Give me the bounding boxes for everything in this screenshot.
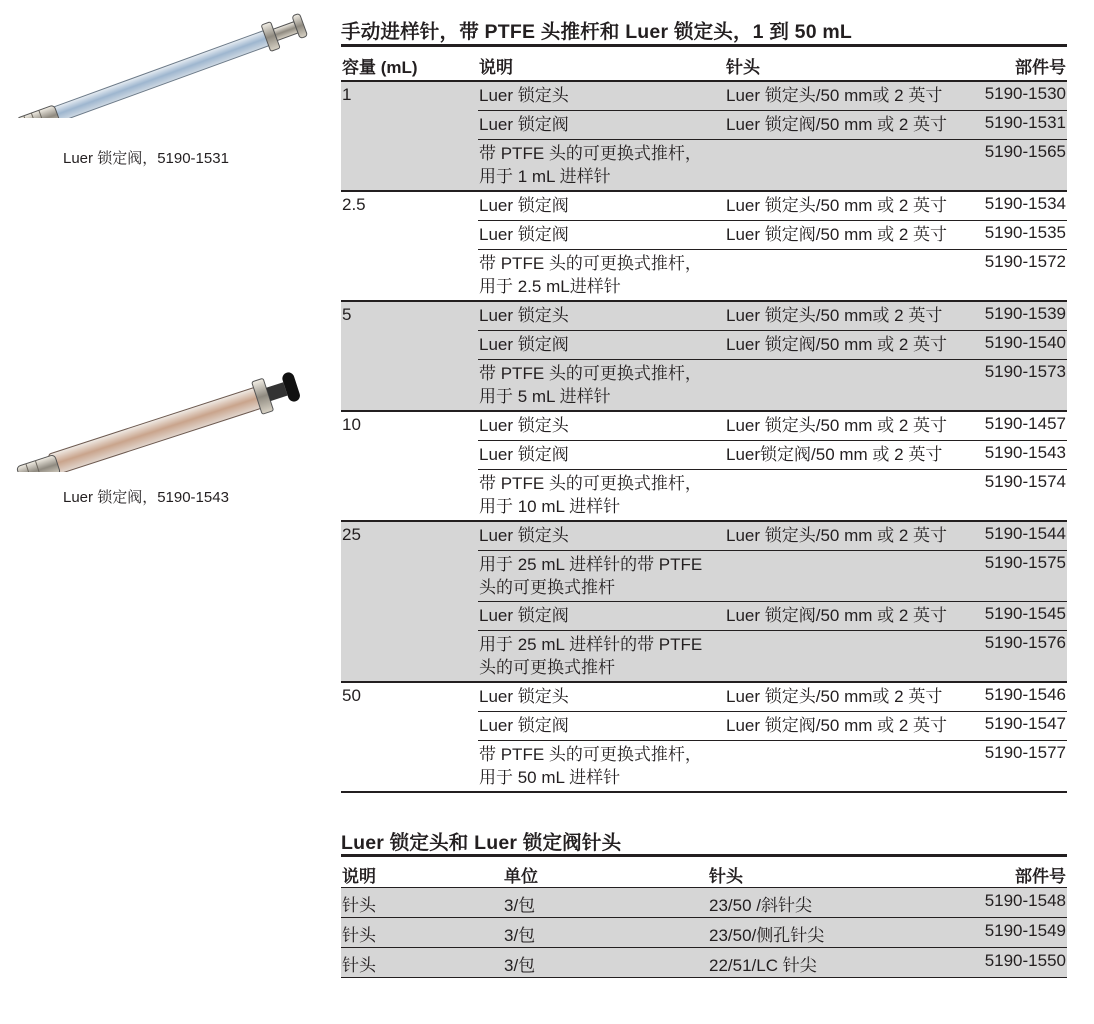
volume-group bbox=[341, 302, 1067, 412]
table-row bbox=[478, 630, 1067, 681]
part-cell: 5190-1548 bbox=[984, 891, 1066, 910]
needle-table bbox=[341, 854, 1067, 978]
table-row bbox=[478, 249, 1067, 300]
table-row bbox=[478, 711, 1067, 740]
needle-cell: Luer 锁定头/50 mm或 2 英寸 bbox=[726, 306, 943, 325]
desc-cell: Luer 锁定阀 bbox=[479, 335, 569, 354]
needle-cell: Luer 锁定头/50 mm或 2 英寸 bbox=[726, 86, 943, 105]
header-needle: 针头 bbox=[726, 58, 760, 77]
part-number-cell: 5190-1565 bbox=[984, 142, 1066, 161]
header-part: 部件号 bbox=[1015, 867, 1066, 886]
table-row bbox=[341, 948, 1067, 978]
header-part: 部件号 bbox=[1015, 58, 1066, 77]
desc-cell: Luer 锁定阀 bbox=[479, 716, 569, 735]
table2-header bbox=[341, 854, 1067, 888]
part-number-cell: 5190-1546 bbox=[984, 685, 1066, 704]
part-number-cell: 5190-1574 bbox=[984, 472, 1066, 491]
desc-cell: Luer 锁定头 bbox=[479, 526, 569, 545]
part-number-cell: 5190-1576 bbox=[984, 633, 1066, 652]
needle-cell: Luer 锁定头/50 mm或 2 英寸 bbox=[726, 687, 943, 706]
table-row bbox=[478, 330, 1067, 359]
desc-cell: Luer 锁定阀 bbox=[479, 115, 569, 134]
table2-body bbox=[341, 888, 1067, 978]
desc-cell: Luer 锁定头 bbox=[479, 306, 569, 325]
volume-cell: 25 bbox=[342, 525, 361, 544]
needle-cell: Luer 锁定阀/50 mm 或 2 英寸 bbox=[726, 335, 948, 354]
table-row bbox=[478, 302, 1067, 330]
table1-header bbox=[341, 44, 1067, 82]
part-number-cell: 5190-1535 bbox=[984, 223, 1066, 242]
table-row bbox=[478, 683, 1067, 711]
part-number-cell: 5190-1530 bbox=[984, 84, 1066, 103]
part-number-cell: 5190-1575 bbox=[984, 553, 1066, 572]
part-cell: 5190-1550 bbox=[984, 951, 1066, 970]
photo-caption-2: Luer 锁定阀，5190-1543 bbox=[63, 489, 229, 506]
volume-cell: 10 bbox=[342, 415, 361, 434]
table-row bbox=[478, 139, 1067, 190]
table-row bbox=[478, 192, 1067, 220]
desc-cell: 带 PTFE 头的可更换式推杆， 用于 1 mL 进样针 bbox=[479, 144, 702, 186]
syringe-photo-1 bbox=[0, 8, 320, 118]
table-row bbox=[478, 740, 1067, 791]
volume-group bbox=[341, 412, 1067, 522]
volume-cell: 1 bbox=[342, 85, 352, 104]
needle-cell: Luer 锁定头/50 mm 或 2 英寸 bbox=[726, 196, 948, 215]
table1-body bbox=[341, 82, 1067, 793]
desc-cell: Luer 锁定阀 bbox=[479, 196, 569, 215]
header-volume: 容量 (mL) bbox=[342, 58, 418, 77]
table-row bbox=[478, 220, 1067, 249]
part-number-cell: 5190-1547 bbox=[984, 714, 1066, 733]
volume-group bbox=[341, 683, 1067, 793]
volume-cell: 5 bbox=[342, 305, 352, 324]
needle-cell: Luer 锁定头/50 mm 或 2 英寸 bbox=[726, 416, 948, 435]
table-row bbox=[478, 440, 1067, 469]
needle-cell: Luer锁定阀/50 mm 或 2 英寸 bbox=[726, 445, 943, 464]
unit-cell: 3/包 bbox=[504, 956, 536, 975]
needle-cell: Luer 锁定阀/50 mm 或 2 英寸 bbox=[726, 716, 948, 735]
part-number-cell: 5190-1545 bbox=[984, 604, 1066, 623]
part-number-cell: 5190-1534 bbox=[984, 194, 1066, 213]
header-needle: 针头 bbox=[709, 867, 743, 886]
desc-cell: Luer 锁定头 bbox=[479, 416, 569, 435]
needle-cell: Luer 锁定头/50 mm 或 2 英寸 bbox=[726, 526, 948, 545]
table2-title: Luer 锁定头和 Luer 锁定阀针头 bbox=[341, 832, 622, 854]
desc-cell: Luer 锁定头 bbox=[479, 86, 569, 105]
part-number-cell: 5190-1573 bbox=[984, 362, 1066, 381]
table-row bbox=[478, 359, 1067, 410]
desc-cell: 带 PTFE 头的可更换式推杆， 用于 50 mL 进样针 bbox=[479, 745, 702, 787]
part-cell: 5190-1549 bbox=[984, 921, 1066, 940]
desc-cell: 用于 25 mL 进样针的带 PTFE 头的可更换式推杆 bbox=[479, 635, 703, 677]
desc-cell: Luer 锁定头 bbox=[479, 687, 569, 706]
header-unit: 单位 bbox=[504, 867, 538, 886]
table-row bbox=[478, 82, 1067, 110]
needle-cell: 22/51/LC 针尖 bbox=[709, 956, 817, 975]
table1-title: 手动进样针，带 PTFE 头推杆和 Luer 锁定头，1 到 50 mL bbox=[341, 21, 853, 43]
desc-cell: 带 PTFE 头的可更换式推杆， 用于 5 mL 进样针 bbox=[479, 364, 702, 406]
syringe-table bbox=[341, 44, 1067, 793]
part-number-cell: 5190-1531 bbox=[984, 113, 1066, 132]
syringe-photo-2 bbox=[0, 362, 320, 472]
volume-cell: 50 bbox=[342, 686, 361, 705]
part-number-cell: 5190-1544 bbox=[984, 524, 1066, 543]
desc-cell: 带 PTFE 头的可更换式推杆， 用于 2.5 mL进样针 bbox=[479, 254, 702, 296]
photo-caption-1: Luer 锁定阀，5190-1531 bbox=[63, 150, 229, 167]
volume-group bbox=[341, 192, 1067, 302]
table-row bbox=[341, 918, 1067, 948]
desc-cell: Luer 锁定阀 bbox=[479, 225, 569, 244]
table-row bbox=[478, 550, 1067, 601]
desc-cell: 针头 bbox=[342, 956, 376, 975]
desc-cell: 带 PTFE 头的可更换式推杆， 用于 10 mL 进样针 bbox=[479, 474, 702, 516]
part-number-cell: 5190-1539 bbox=[984, 304, 1066, 323]
needle-cell: Luer 锁定阀/50 mm 或 2 英寸 bbox=[726, 115, 948, 134]
desc-cell: Luer 锁定阀 bbox=[479, 445, 569, 464]
desc-cell: 针头 bbox=[342, 926, 376, 945]
unit-cell: 3/包 bbox=[504, 896, 536, 915]
part-number-cell: 5190-1540 bbox=[984, 333, 1066, 352]
needle-cell: 23/50/侧孔针尖 bbox=[709, 926, 825, 945]
part-number-cell: 5190-1572 bbox=[984, 252, 1066, 271]
volume-group bbox=[341, 82, 1067, 192]
part-number-cell: 5190-1457 bbox=[984, 414, 1066, 433]
needle-cell: Luer 锁定阀/50 mm 或 2 英寸 bbox=[726, 606, 948, 625]
table-row bbox=[478, 522, 1067, 550]
needle-cell: Luer 锁定阀/50 mm 或 2 英寸 bbox=[726, 225, 948, 244]
desc-cell: 用于 25 mL 进样针的带 PTFE 头的可更换式推杆 bbox=[479, 555, 703, 597]
needle-cell: 23/50 /斜针尖 bbox=[709, 896, 812, 915]
volume-cell: 2.5 bbox=[342, 195, 366, 214]
unit-cell: 3/包 bbox=[504, 926, 536, 945]
header-desc: 说明 bbox=[342, 867, 376, 886]
part-number-cell: 5190-1577 bbox=[984, 743, 1066, 762]
table-row bbox=[478, 469, 1067, 520]
volume-group bbox=[341, 522, 1067, 683]
desc-cell: Luer 锁定阀 bbox=[479, 606, 569, 625]
table-row bbox=[341, 888, 1067, 918]
table-row bbox=[478, 412, 1067, 440]
header-desc: 说明 bbox=[479, 58, 513, 77]
table-row bbox=[478, 110, 1067, 139]
part-number-cell: 5190-1543 bbox=[984, 443, 1066, 462]
table-row bbox=[478, 601, 1067, 630]
desc-cell: 针头 bbox=[342, 896, 376, 915]
